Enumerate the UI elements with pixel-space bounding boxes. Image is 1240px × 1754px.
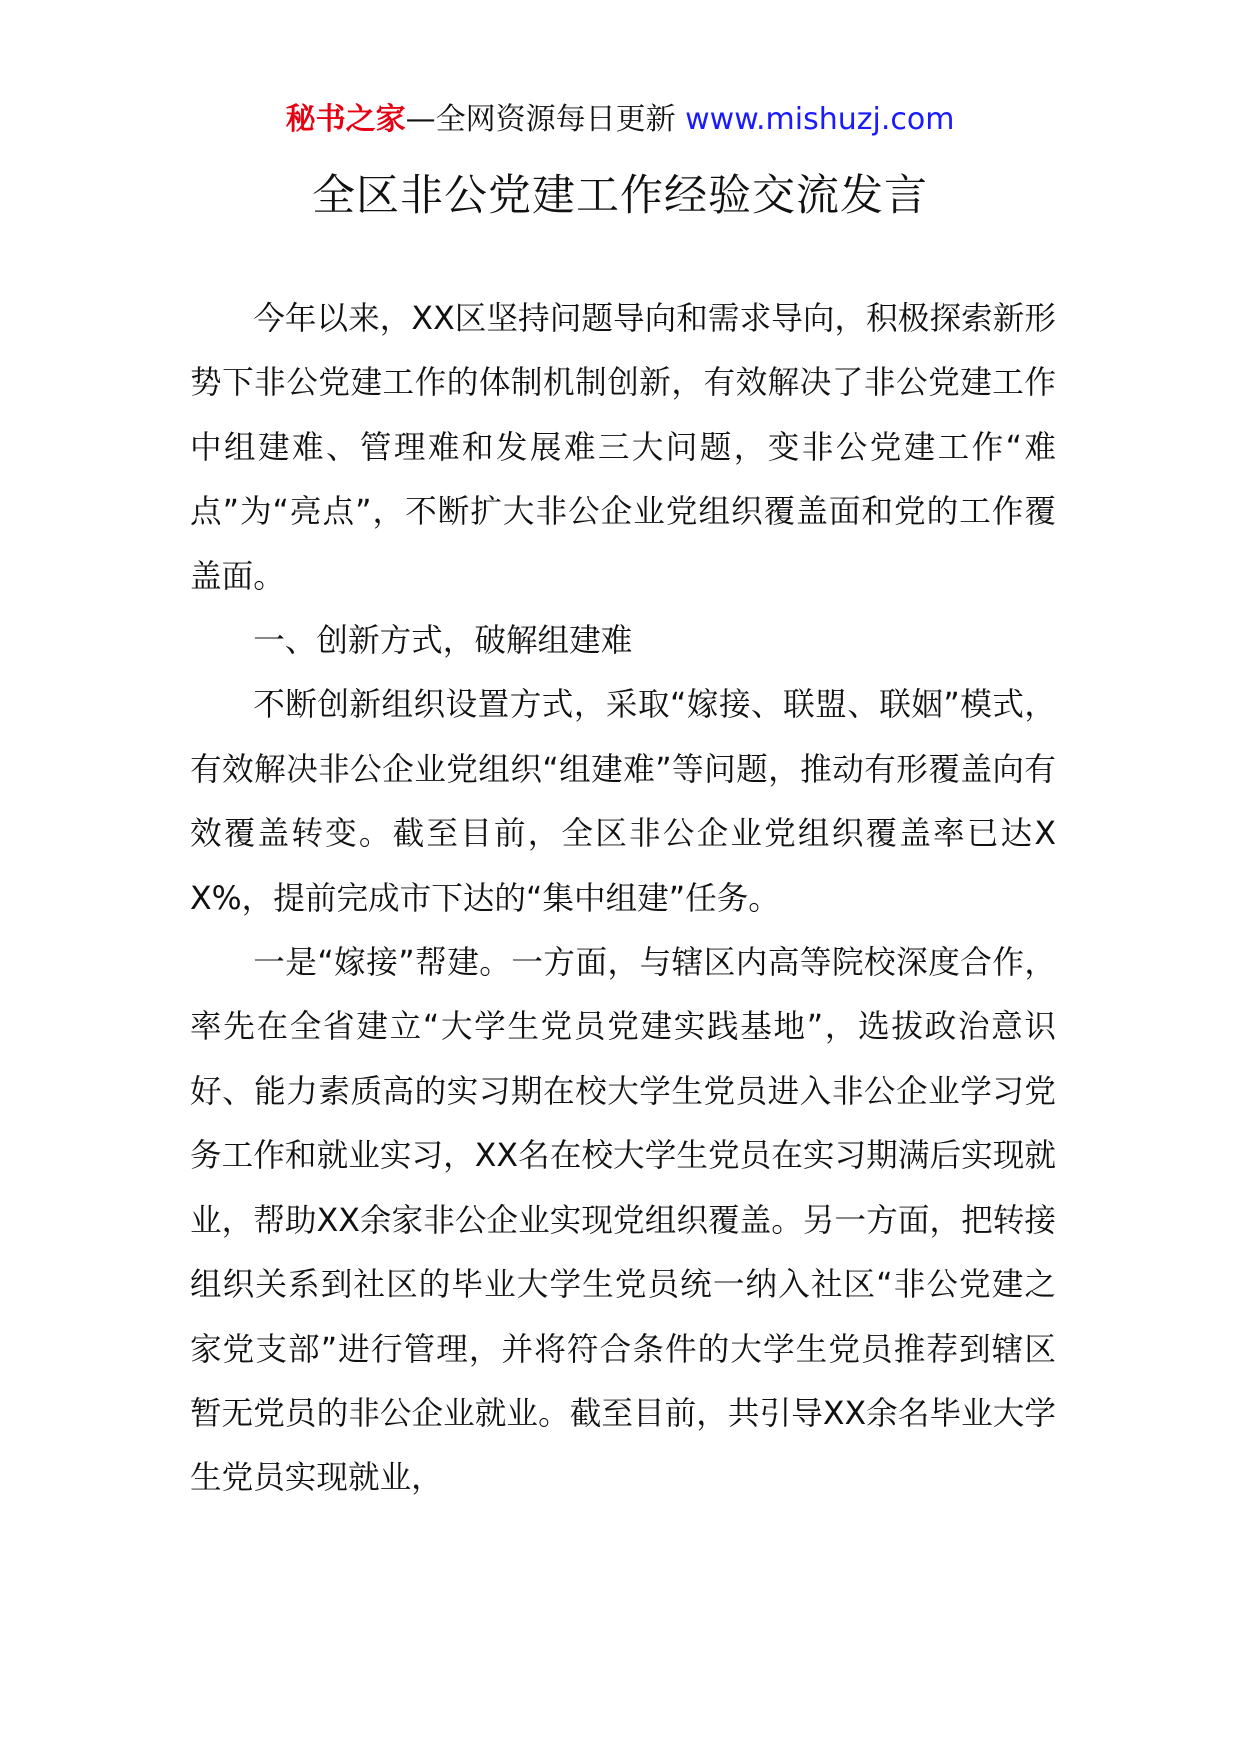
- document-body: [190, 287, 1056, 1511]
- body-paragraph: 一是“嫁接”帮建。一方面，与辖区内高等院校深度合作，率先在全省建立“大学生党员党建实践基地”，选拔政治意识好、能力素质高的实习期在校大学生党员进入非公企业学习党务工作和就业实习，XX名在校大学生党员在实习期满后实现就业，帮助XX余家非公企业实现党组织覆盖。另一方面，把转接组织关系到社区的毕业大学生党员统一纳入社区“非公党建之家党支部”进行管理，并将符合条件的大学生党员推荐到辖区暂无党员的非公企业就业。截至目前，共引导XX余名毕业大学生党员实现就业，: [190, 945, 1056, 1497]
- brand-name: 秘书之家: [285, 102, 406, 137]
- document-title: 全区非公党建工作经验交流发言: [312, 171, 928, 221]
- site-header: [0, 100, 1240, 140]
- site-url-link[interactable]: www.mishuzj.com: [685, 102, 955, 137]
- body-paragraph: 不断创新组织设置方式，采取“嫁接、联盟、联姻”模式，有效解决非公企业党组织“组建难”等问题，推动有形覆盖向有效覆盖转变。截至目前，全区非公企业党组织覆盖率已达XX%，提前完成市下达的“集中组建”任务。: [190, 687, 1056, 917]
- intro-paragraph: 今年以来，XX区坚持问题导向和需求导向，积极探索新形势下非公党建工作的体制机制创新，有效解决了非公党建工作中组建难、管理难和发展难三大问题，变非公党建工作“难点”为“亮点”，不断扩大非公企业党组织覆盖面和党的工作覆盖面。: [190, 301, 1056, 595]
- section-heading: 一、创新方式，破解组建难: [253, 623, 633, 660]
- header-tagline: —全网资源每日更新: [405, 102, 686, 137]
